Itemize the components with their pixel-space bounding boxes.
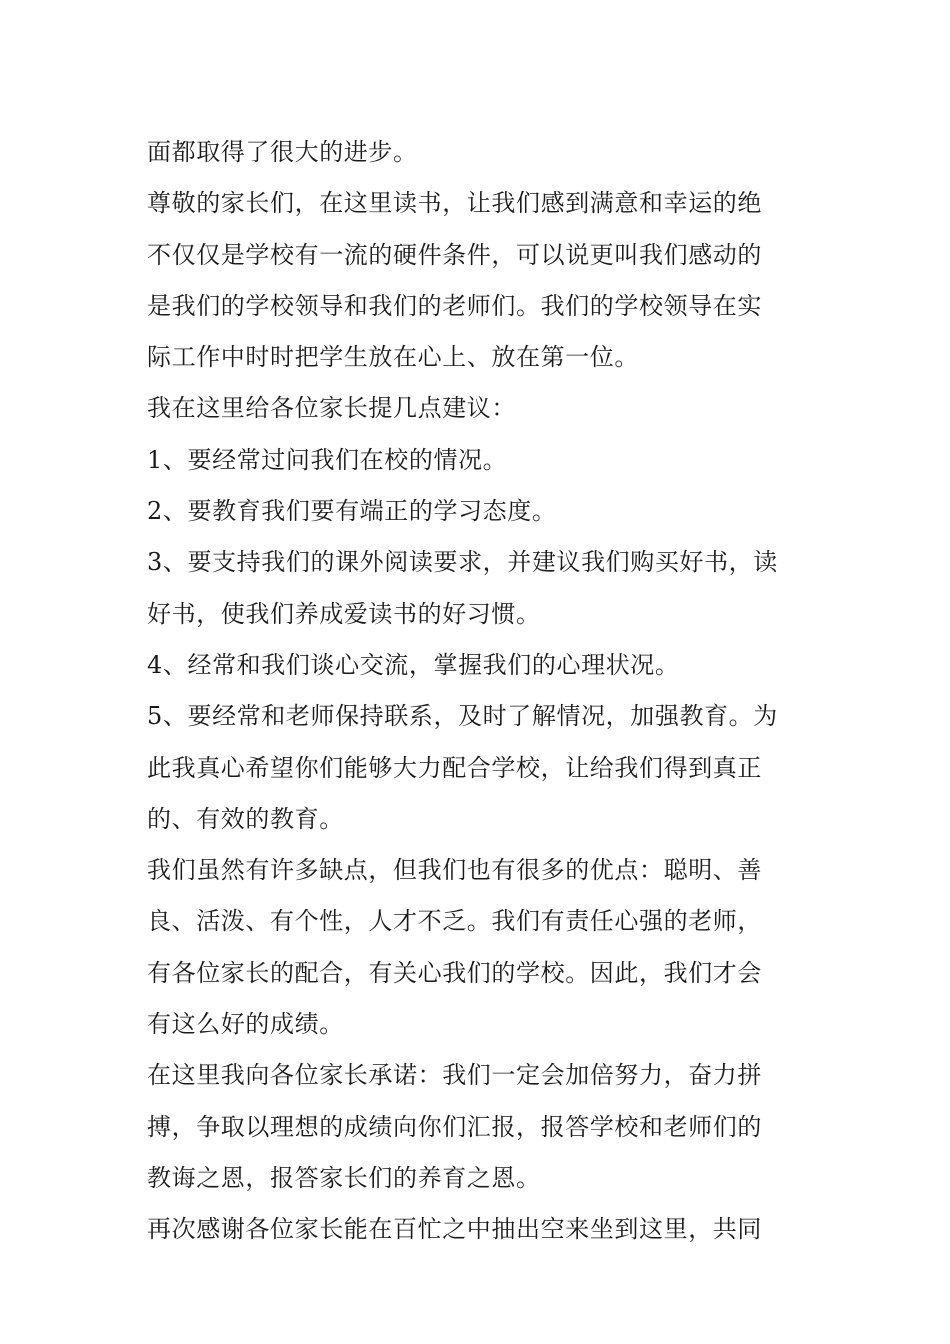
text-line: 尊敬的家长们，在这里读书，让我们感到满意和幸运的绝 xyxy=(147,189,762,218)
paragraph xyxy=(147,1050,807,1204)
text-line: 良、活泼、有个性，人才不乏。我们有责任心强的老师， xyxy=(147,907,762,936)
text-line: 此我真心希望你们能够大力配合学校，让给我们得到真正 xyxy=(147,753,762,782)
list-item xyxy=(147,640,807,691)
paragraph xyxy=(147,127,807,178)
text-line: 5、要经常和老师保持联系，及时了解情况，加强教育。为 xyxy=(147,702,778,731)
text-line: 是我们的学校领导和我们的老师们。我们的学校领导在实 xyxy=(147,291,762,320)
body-text xyxy=(147,127,807,1256)
list-item xyxy=(147,486,807,537)
text-line: 我们虽然有许多缺点，但我们也有很多的优点：聪明、善 xyxy=(147,856,762,885)
text-line: 搏，争取以理想的成绩向你们汇报，报答学校和老师们的 xyxy=(147,1112,762,1141)
text-line: 再次感谢各位家长能在百忙之中抽出空来坐到这里，共同 xyxy=(147,1215,762,1244)
text-line: 际工作中时时把学生放在心上、放在第一位。 xyxy=(147,343,639,372)
text-line: 不仅仅是学校有一流的硬件条件，可以说更叫我们感动的 xyxy=(147,240,762,269)
text-line: 面都取得了很大的进步。 xyxy=(147,138,418,166)
text-line: 有各位家长的配合，有关心我们的学校。因此，我们才会 xyxy=(147,958,762,987)
text-line: 2、要教育我们要有端正的学习态度。 xyxy=(147,497,557,526)
list-item xyxy=(147,691,807,845)
text-line: 4、经常和我们谈心交流，掌握我们的心理状况。 xyxy=(147,650,680,679)
paragraph xyxy=(147,178,807,383)
paragraph xyxy=(147,845,807,1050)
paragraph xyxy=(147,383,807,434)
text-line: 的、有效的教育。 xyxy=(147,804,344,833)
text-line: 有这么好的成绩。 xyxy=(147,1010,344,1039)
text-line: 1、要经常过问我们在校的情况。 xyxy=(147,445,508,474)
text-line: 在这里我向各位家长承诺：我们一定会加倍努力，奋力拼 xyxy=(147,1061,762,1090)
text-line: 我在这里给各位家长提几点建议： xyxy=(147,394,516,423)
list-item xyxy=(147,537,807,640)
text-line: 教诲之恩，报答家长们的养育之恩。 xyxy=(147,1163,541,1192)
text-line: 3、要支持我们的课外阅读要求，并建议我们购买好书，读 xyxy=(147,548,778,577)
paragraph xyxy=(147,1204,807,1255)
text-line: 好书，使我们养成爱读书的好习惯。 xyxy=(147,599,541,628)
list-item xyxy=(147,435,807,486)
